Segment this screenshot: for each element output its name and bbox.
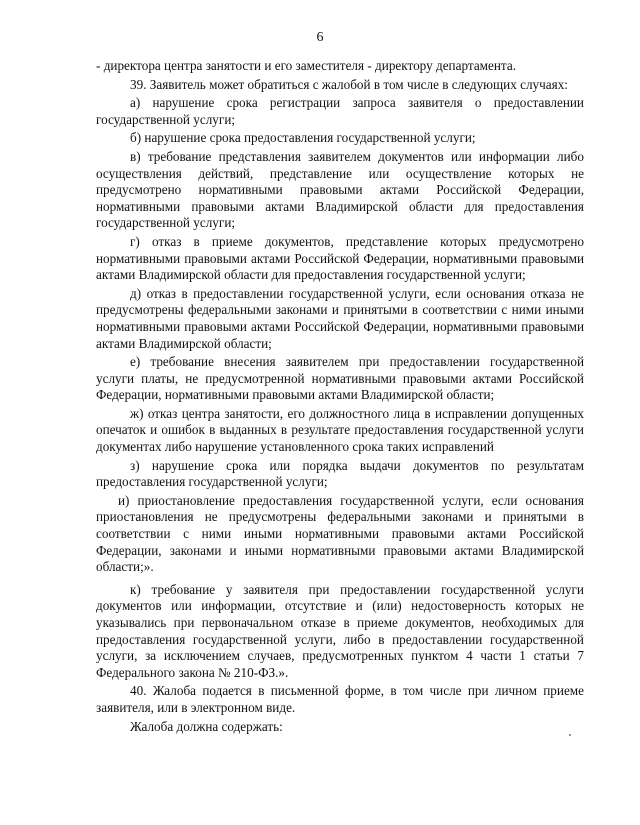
paragraph-39-zh: ж) отказ центра занятости, его должностного лица в исправлении допущенных опечаток и ошибок в выданных в результате предоставления государственной услуги документах либо нарушение установленного срока таких исправлений: [96, 405, 584, 455]
paragraph-39-e: е) требование внесения заявителем при предоставлении государственной услуги платы, не предусмотренной нормативными правовыми актами Российской Федерации, нормативными правовыми актами Владимирской области;: [96, 354, 584, 403]
page-number: 6: [316, 30, 324, 45]
paragraph-39-k: к) требование у заявителя при предоставлении государственной услуги документов или информации, отсутствие и (или) недостоверность которых не указывались при первоначальном отказе в приеме документов, необходимых для предоставления государственной услуги, либо в предоставлении государственной услуги, за исключением случаев, предусмотренных пунктом 4 части 1 статьи 7 Федерального закона № 210-ФЗ.».: [96, 581, 584, 680]
paragraph-39-v: в) требование представления заявителем документов или информации либо осуществления действий, представление или осуществление которых не предусмотрено нормативными правовыми актами Российской Федерации, нормативными правовыми актами Владимирской области для предоставления государственной услуги;: [96, 148, 584, 231]
paragraph-40: 40. Жалоба подается в письменной форме, в том числе при личном приеме заявителя, или в электронном виде.: [96, 683, 584, 715]
paragraph-39-a: а) нарушение срока регистрации запроса заявителя о предоставлении государственной услуги;: [96, 95, 584, 127]
paragraph-39-z: з) нарушение срока или порядка выдачи документов по результатам предоставления государственной услуги;: [96, 457, 584, 490]
paragraph-39-g: г) отказ в приеме документов, представление которых предусмотрено нормативными правовыми актами Российской Федерации, нормативными правовыми актами Владимирской области для предоставления государственной услуги;: [96, 233, 584, 283]
paragraph-39-i: и) приостановление предоставления государственной услуги, если основания приостановления не предусмотрены федеральными законами и принятыми в соответствии с ними иными нормативными правовыми актами Российской Федерации, законами и иными нормативными правовыми актами Владимирской области;».: [96, 492, 584, 575]
paragraph-directors-line: - директора центра занятости и его заместителя - директору департамента.: [96, 58, 516, 73]
paragraph-40-complaint-contents: Жалоба должна содержать:: [130, 718, 283, 734]
scan-speck: [569, 734, 571, 736]
paragraph-39-d: д) отказ в предоставлении государственной услуги, если основания отказа не предусмотрены федеральными законами и принятыми в соответствии с ними иными нормативными правовыми актами Российской Федерации, нормативными правовыми актами Владимирской области;: [96, 285, 584, 351]
document-body: [96, 58, 584, 737]
paragraph-39: 39. Заявитель может обратиться с жалобой в том числе в следующих случаях:: [130, 76, 568, 92]
paragraph-39-b: б) нарушение срока предоставления государственной услуги;: [130, 130, 476, 146]
